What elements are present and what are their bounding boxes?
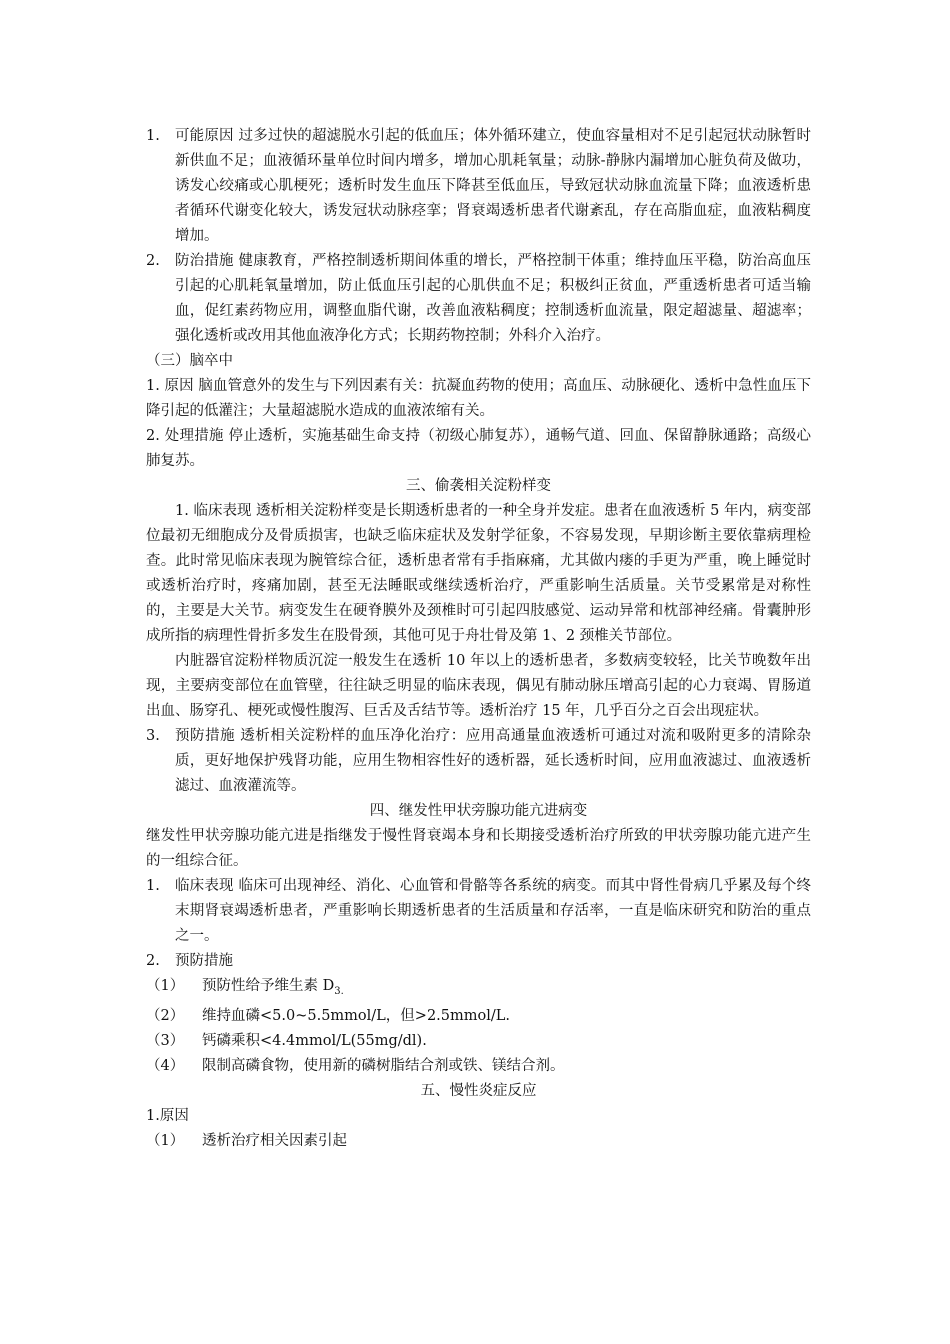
item-number: 2. [146,253,160,269]
item-text: 预防措施 透析相关淀粉样的血压净化治疗：应用高通量血液透析可通过对流和吸附更多的清除杂质，更好地保护残肾功能，应用生物相容性好的透析器，延长透析时间，应用血液滤过、血液透析滤过、血液灌流等。 [175,728,811,794]
sub-item-text: 限制高磷食物，使用新的磷树脂结合剂或铁、镁结合剂。 [202,1057,565,1074]
sub-item-text [202,974,811,1004]
numbered-item [146,124,811,249]
numbered-item [146,249,811,349]
sub-item-number: （1） [146,978,185,994]
sub-item-number: （2） [146,1007,185,1024]
paragraph: 1. 原因 脑血管意外的发生与下列因素有关：抗凝血药物的使用；高血压、动脉硬化、透析中急性血压下降引起的低灌注；大量超滤脱水造成的血液浓缩有关。 [146,378,811,419]
sub-item [146,1004,811,1029]
sub-item [146,1029,811,1054]
subscript: 3. [334,985,344,997]
item-text: 临床表现 临床可出现神经、消化、心血管和骨骼等各系统的病变。而其中肾性骨病几乎累及每个终末期肾衰竭透析患者，严重影响长期透析患者的生活质量和存活率，一直是临床研究和防治的重点之一。 [175,878,811,944]
numbered-item [146,874,811,949]
section-heading: 五、慢性炎症反应 [420,1082,537,1099]
sub-item-text: 透析治疗相关因素引起 [202,1132,347,1149]
section-heading: 三、偷袭相关淀粉样变 [406,478,551,494]
subsection-title: （三）脑卒中 [146,353,233,369]
item-number: 1. [146,128,160,144]
item-text: 预防措施 [175,953,233,969]
item-number: 3. [146,728,160,744]
paragraph: 2. 处理措施 停止透析，实施基础生命支持（初级心肺复苏），通畅气道、回血、保留静脉通路；高级心肺复苏。 [146,428,811,469]
sub-item-number: （3） [146,1032,185,1049]
numbered-item [146,949,811,974]
document-page [146,124,811,1154]
item-text: 防治措施 健康教育，严格控制透析期间体重的增长，严格控制干体重；维持血压平稳，防治高血压引起的心肌耗氧量增加，防止低血压引起的心肌供血不足；积极纠正贫血，严重透析患者可适当输血，促红素药物应用，调整血脂代谢，改善血液粘稠度；控制透析血流量，限定超滤量、超滤率；强化透析或改用其他血液净化方式；长期药物控制；外科介入治疗。 [175,253,811,344]
sub-item-number: （4） [146,1057,185,1074]
numbered-item [146,724,811,799]
paragraph: 内脏器官淀粉样物质沉淀一般发生在透析 10 年以上的透析患者，多数病变较轻，比关节晚数年出现，主要病变部位在血管壁，往往缺乏明显的临床表现，偶见有肺动脉压增高引起的心力衰竭、胃肠道出血、肠穿孔、梗死或慢性腹泻、巨舌及舌结节等。透析治疗 15 年，几乎百分之百会出现症状。 [146,653,811,719]
sub-item-number: （1） [146,1132,185,1149]
sub-item [146,1054,811,1079]
sub-item-main-text: 预防性给予维生素 D [202,978,335,994]
sub-item-text: 钙磷乘积<4.4mmol/L(55mg/dl). [202,1032,427,1049]
item-text: 可能原因 过多过快的超滤脱水引起的低血压；体外循环建立，使血容量相对不足引起冠状动脉暂时新供血不足；血液循环量单位时间内增多，增加心肌耗氧量；动脉-静脉内漏增加心脏负荷及做功，诱发心绞痛或心肌梗死；透析时发生血压下降甚至低血压，导致冠状动脉血流量下降；血液透析患者循环代谢变化较大，诱发冠状动脉痉挛；肾衰竭透析患者代谢紊乱，存在高脂血症，血液粘稠度增加。 [175,128,811,244]
paragraph: 1.原因 [146,1107,189,1124]
sub-item [146,974,811,1004]
item-number: 1. [146,878,160,894]
paragraph: 继发性甲状旁腺功能亢进是指继发于慢性肾衰竭本身和长期接受透析治疗所致的甲状旁腺功能亢进产生的一组综合征。 [146,828,811,869]
sub-item-text: 维持血磷<5.0~5.5mmol/L，但>2.5mmol/L. [202,1007,510,1024]
section-heading: 四、继发性甲状旁腺功能亢进病变 [369,803,588,819]
paragraph: 1. 临床表现 透析相关淀粉样变是长期透析患者的一种全身并发症。患者在血液透析 5 年内，病变部位最初无细胞成分及骨质损害，也缺乏临床症状及发射学征象，不容易发现，早期诊断主要依靠病理检查。此时常见临床表现为腕管综合征，透析患者常有手指麻痛，尤其做内瘘的手更为严重，晚上睡觉时或透析治疗时，疼痛加剧，甚至无法睡眠或继续透析治疗，严重影响生活质量。关节受累常是对称性的，主要是大关节。病变发生在硬脊膜外及颈椎时可引起四肢感觉、运动异常和枕部神经痛。骨囊肿形成所指的病理性骨折多发生在股骨颈，其他可见于舟壮骨及第 1、2 颈椎关节部位。 [146,503,811,644]
item-number: 2. [146,953,160,969]
sub-item [146,1129,811,1154]
